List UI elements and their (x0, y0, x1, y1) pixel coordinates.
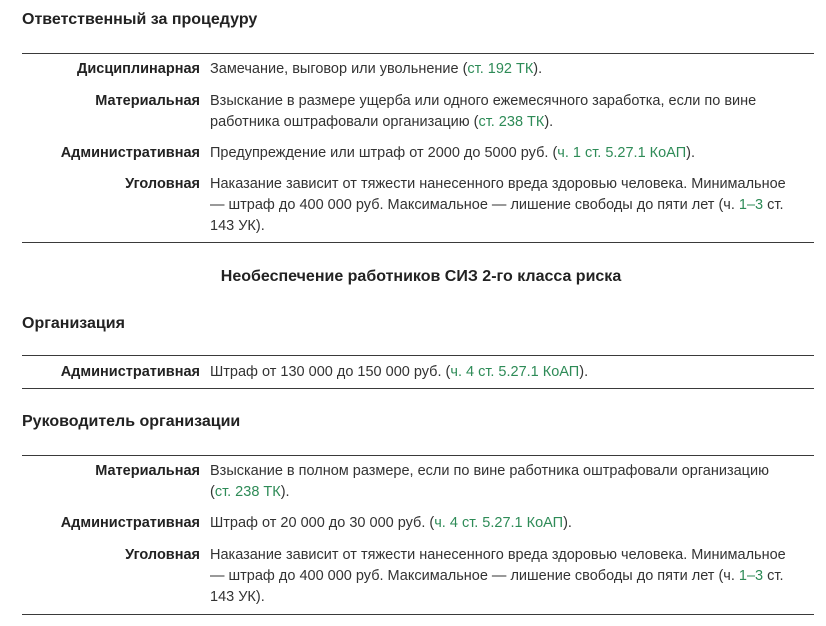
liability-type-label: Уголовная (125, 176, 200, 192)
liability-description (210, 461, 790, 503)
description-text: Взыскание в размере ущерба или одного ежемесячного заработка, если по вине работника оштрафовали организацию ( (210, 93, 757, 130)
liability-description (210, 513, 790, 534)
law-link[interactable]: ст. 238 ТК (478, 114, 545, 130)
law-link[interactable]: ст. 192 ТК (467, 61, 534, 77)
description-text: ). (563, 515, 572, 531)
description-text: Взыскание в полном размере, если по вине работника оштрафовали организацию ( (210, 463, 769, 500)
violation-title: Необеспечение работников СИЗ 2-го класса риска (220, 268, 622, 285)
description-text: ). (533, 61, 543, 77)
description-text: ). (544, 114, 554, 130)
description-text: Наказание зависит от тяжести нанесенного вреда здоровью человека. Минимальное — штраф до 400 000 руб. Максимальное — лишение свободы до пяти лет (ч. (210, 547, 786, 584)
divider (22, 53, 814, 54)
law-link[interactable]: ч. 1 ст. 5.27.1 КоАП (557, 145, 687, 161)
description-text: ст. 143 УК). (210, 568, 784, 605)
section-title-head: Руководитель организации (22, 413, 241, 430)
liability-type-label: Уголовная (125, 547, 200, 563)
liability-type-label: Дисциплинарная (77, 61, 200, 77)
description-text: Штраф от 130 000 до 150 000 руб. ( (210, 364, 451, 380)
liability-description (210, 362, 790, 383)
description-text: ). (579, 364, 589, 380)
liability-type-label: Административная (60, 145, 200, 161)
liability-description (210, 59, 790, 80)
divider (22, 455, 814, 456)
divider (22, 242, 814, 243)
law-link[interactable]: 1–3 (738, 197, 764, 213)
law-link[interactable]: ч. 4 ст. 5.27.1 КоАП (434, 515, 564, 531)
description-text: Предупреждение или штраф от 2000 до 5000 руб. ( (210, 145, 558, 161)
liability-description (210, 91, 790, 133)
law-link[interactable]: ст. 238 ТК (214, 484, 281, 500)
divider (22, 614, 814, 615)
divider (22, 355, 814, 356)
description-text: ст. 143 УК). (210, 197, 784, 234)
description-text: ). (686, 145, 695, 161)
liability-description (210, 174, 790, 237)
description-text: Замечание, выговор или увольнение ( (210, 61, 468, 77)
liability-type-label: Материальная (95, 463, 200, 479)
section-title-organization: Организация (22, 315, 125, 332)
description-text: Штраф от 20 000 до 30 000 руб. ( (210, 515, 435, 531)
liability-type-label: Административная (60, 364, 200, 380)
description-text: Наказание зависит от тяжести нанесенного вреда здоровью человека. Минимальное — штраф до 400 000 руб. Максимальное — лишение свободы до пяти лет (ч. (210, 176, 786, 213)
law-link[interactable]: ч. 4 ст. 5.27.1 КоАП (450, 364, 580, 380)
liability-description (210, 143, 790, 164)
liability-type-label: Административная (60, 515, 200, 531)
liability-type-label: Материальная (95, 93, 200, 109)
liability-description (210, 545, 790, 608)
law-link[interactable]: 1–3 (738, 568, 764, 584)
section-title-responsible: Ответственный за процедуру (22, 11, 258, 28)
description-text: ). (280, 484, 290, 500)
divider (22, 388, 814, 389)
